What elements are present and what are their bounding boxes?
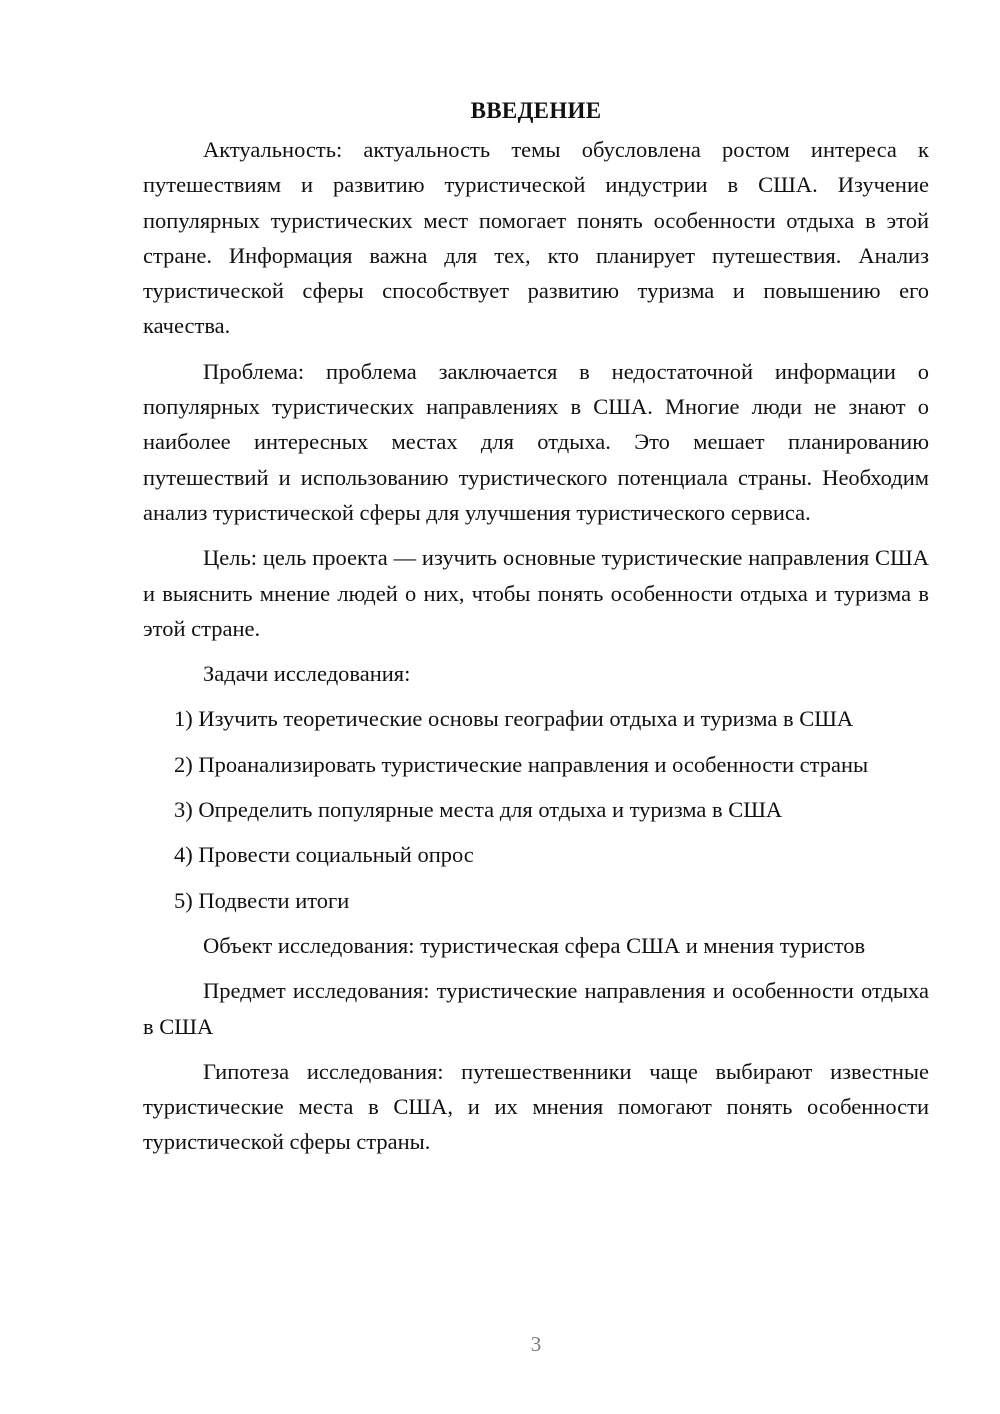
relevance-paragraph: Актуальность: актуальность темы обусловлена ростом интереса к путешествиям и развитию туристической индустрии в США. Изучение популярных туристических мест помогает понять особенности отдыха в этой стране. Информация важна для тех, кто планирует путешествия. Анализ туристической сферы способствует развитию туризма и повышению его качества.: [143, 137, 929, 339]
task-item: 2) Проанализировать туристические направления и особенности страны: [174, 751, 869, 777]
goal-paragraph: Цель: цель проекта — изучить основные туристические направления США и выяснить мнение людей о них, чтобы понять особенности отдыха и туризма в этой стране.: [143, 545, 929, 641]
task-item: 5) Подвести итоги: [174, 887, 350, 913]
document-body: [143, 90, 929, 1160]
tasks-heading: Задачи исследования:: [203, 661, 411, 687]
hypothesis-paragraph: Гипотеза исследования: путешественники чаще выбирают известные туристические места в США, и их мнения помогают понять особенности туристической сферы страны.: [143, 1058, 929, 1155]
task-item: 1) Изучить теоретические основы географии отдыха и туризма в США: [174, 706, 854, 732]
task-item: 3) Определить популярные места для отдыха и туризма в США: [174, 797, 783, 823]
object-paragraph: Объект исследования: туристическая сфера США и мнения туристов: [203, 932, 866, 958]
subject-paragraph: Предмет исследования: туристические направления и особенности отдыха в США: [143, 978, 929, 1039]
page-title: ВВЕДЕНИЕ: [470, 98, 602, 123]
problem-paragraph: Проблема: проблема заключается в недостаточной информации о популярных туристических направлениях в США. Многие люди не знают о наиболее интересных местах для отдыха. Это мешает планированию путешествий и использованию туристического потенциала страны. Необходим анализ туристической сферы для улучшения туристического сервиса.: [143, 358, 929, 525]
page-number: 3: [530, 1332, 542, 1356]
task-item: 4) Провести социальный опрос: [174, 842, 474, 868]
